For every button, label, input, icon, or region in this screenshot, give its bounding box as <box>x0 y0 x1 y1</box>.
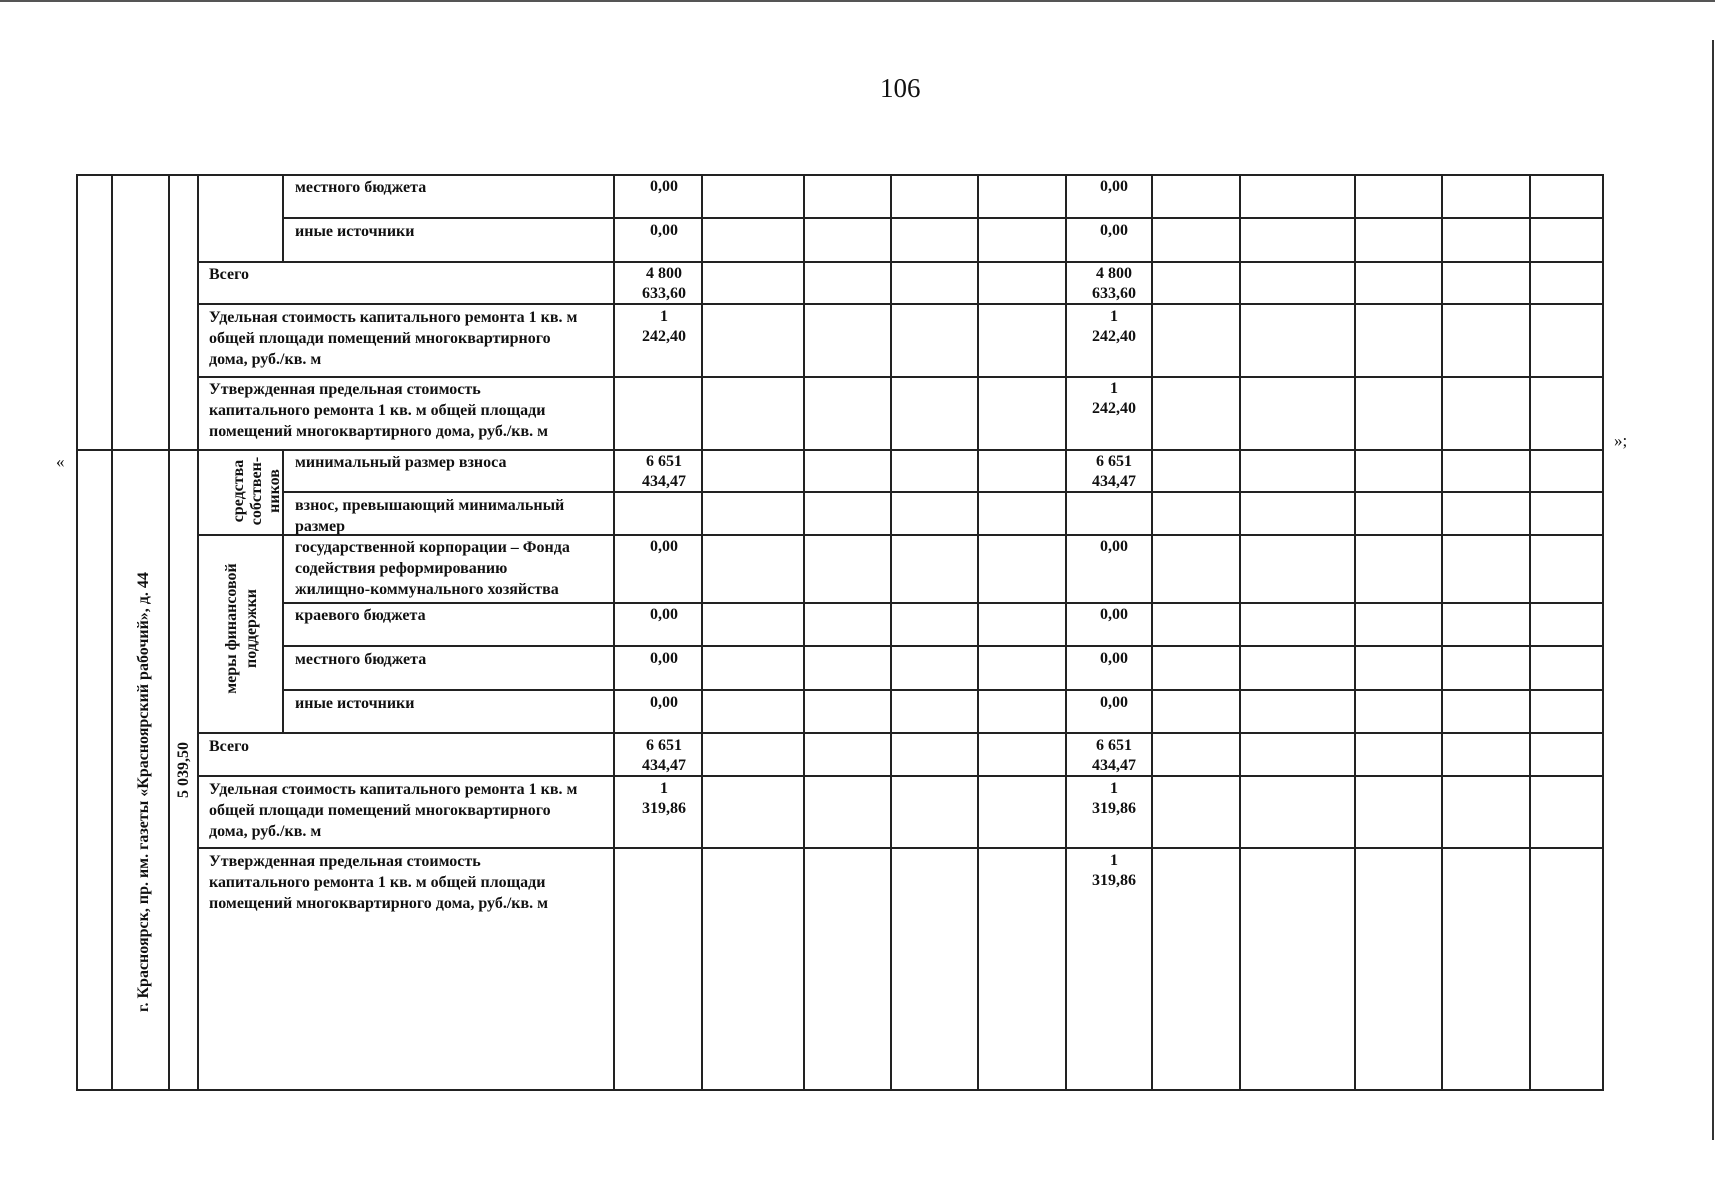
cell-value: 1 319,86 <box>1092 780 1136 817</box>
cell-value: 0,00 <box>1100 694 1128 711</box>
cell-value: 4 800 633,60 <box>642 265 686 302</box>
cell-value: 0,00 <box>650 606 678 623</box>
cell-value: 6 651 434,47 <box>1092 737 1136 774</box>
area-value: 5 039,50 <box>175 742 192 798</box>
row-label: Удельная стоимость капитального ремонта 1 кв. м общей площади помещений многоквартирного дома, руб./кв. м <box>209 309 578 368</box>
row-label: Утвержденная предельная стоимость капитального ремонта 1 кв. м общей площади помещений многоквартирного дома, руб./кв. м <box>209 853 549 912</box>
cell-value: 0,00 <box>1100 178 1128 195</box>
row-label: Удельная стоимость капитального ремонта 1 кв. м общей площади помещений многоквартирного дома, руб./кв. м <box>209 781 578 840</box>
closing-quote: »; <box>1614 431 1628 450</box>
cell-value: 1 242,40 <box>1092 380 1136 417</box>
cell-value: 0,00 <box>1100 650 1128 667</box>
owners-funds-text: средства собствен-ников <box>230 456 283 526</box>
cell-value: 0,00 <box>1100 606 1128 623</box>
cell-value: 6 651 434,47 <box>642 737 686 774</box>
row-label: минимальный размер взноса <box>295 454 507 471</box>
cell-value: 0,00 <box>650 538 678 555</box>
cell-value: 1 319,86 <box>1092 852 1136 889</box>
cell-value: 0,00 <box>650 222 678 239</box>
cell-value: 0,00 <box>650 178 678 195</box>
support-measures-text: меры финансовой поддержки <box>223 563 260 694</box>
page-number-text: 106 <box>880 73 921 103</box>
support-measures-label <box>222 551 262 706</box>
opening-quote: « <box>56 452 65 471</box>
row-label: местного бюджета <box>295 651 427 668</box>
cell-value: 0,00 <box>650 694 678 711</box>
row-label: краевого бюджета <box>295 607 426 624</box>
cell-value: 0,00 <box>650 650 678 667</box>
row-label: государственной корпорации – Фонда содействия реформированию жилищно-коммунального хозяйства <box>295 539 570 598</box>
row-label: Всего <box>209 266 249 283</box>
cell-value: 6 651 434,47 <box>642 453 686 490</box>
row-label: Утвержденная предельная стоимость капитального ремонта 1 кв. м общей площади помещений многоквартирного дома, руб./кв. м <box>209 381 549 440</box>
cell-value: 1 242,40 <box>642 308 686 345</box>
row-label: Всего <box>209 738 249 755</box>
row-label: взнос, превышающий минимальный размер <box>295 497 565 535</box>
cell-value: 0,00 <box>1100 538 1128 555</box>
address-label: г. Красноярск, пр. им. газеты «Красноярский рабочий», д. 44 <box>135 572 152 1012</box>
cell-value: 6 651 434,47 <box>1092 453 1136 490</box>
row-label: иные источники <box>295 223 415 240</box>
cell-value: 1 319,86 <box>642 780 686 817</box>
row-label: местного бюджета <box>295 179 427 196</box>
cell-value: 4 800 633,60 <box>1092 265 1136 302</box>
cell-value: 1 242,40 <box>1092 308 1136 345</box>
row-label: иные источники <box>295 695 415 712</box>
owners-funds-label <box>212 452 284 530</box>
cell-value: 0,00 <box>1100 222 1128 239</box>
